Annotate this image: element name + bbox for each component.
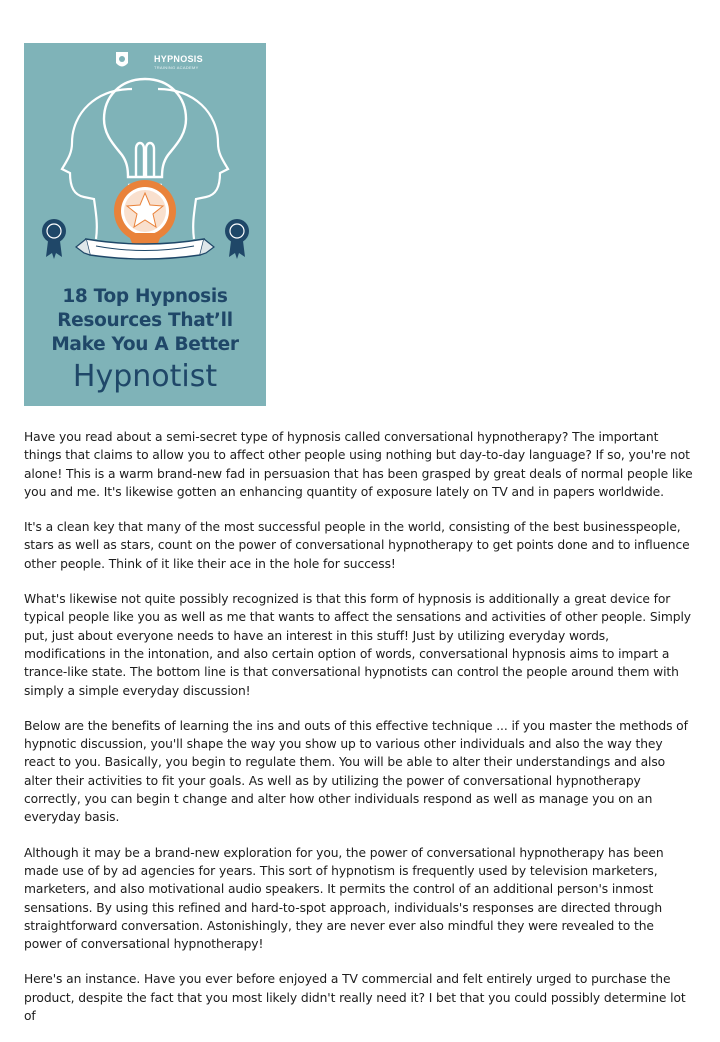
cover-subtitle: Hypnotist	[72, 359, 218, 394]
star-badge-icon	[114, 180, 176, 251]
medal-icon	[225, 219, 249, 259]
lightbulb-icon	[104, 79, 186, 192]
medal-icon	[42, 219, 66, 259]
logo-name: HYPNOSIS	[154, 54, 203, 64]
paragraph: Below are the benefits of learning the ins and outs of this effective technique ... if you master the methods of hypnotic discussion, you'll shape the way you show up to various other individuals and also the way they react to you. Basically, you begin to regulate them. You will be able to alter their understandings and also alter their activities to fit your goals. As well as by utilizing the power of conversational hypnotherapy correctly, you can begin t change and alter how other individuals respond as well as manage you on an everyday basis.	[24, 718, 688, 825]
logo-shield-icon	[116, 52, 128, 67]
paragraph: Although it may be a brand-new exploration for you, the power of conversational hypnotherapy has been made use of by ad agencies for years. This sort of hypnotism is frequently used by television marketers, marketers, and also motivational audio speakers. It permits the control of an additional person's inmost sensations. By using this refined and hard-to-spot approach, individuals's responses are directed through straightforward conversation. Astonishingly, they are never ever also mindful they were revealed to the power of conversational hypnotherapy!	[24, 845, 664, 952]
article-body	[24, 428, 694, 1042]
paragraph: What's likewise not quite possibly recognized is that this form of hypnosis is additionally a great device for typical people like you as well as me that wants to affect the sensations and activities of other people. Simply put, just about everyone needs to have an interest in this stuff! Just by utilizing everyday words, modifications in the intonation, and also certain option of words, conversational hypnosis aims to impart a trance-like state. The bottom line is that conversational hypnotists can control the people around them with simply a simple everyday discussion!	[24, 592, 691, 698]
logo-tagline: TRAINING ACADEMY	[154, 65, 199, 70]
cover-title-line: Make You A Better	[51, 334, 239, 355]
cover-title-line: 18 Top Hypnosis	[62, 286, 228, 307]
paragraph: It's a clean key that many of the most successful people in the world, consisting of the best businesspeople, stars as well as stars, count on the power of conversational hypnotherapy to get points done and to influence other people. Think of it like their ace in the hole for success!	[24, 520, 690, 571]
paragraph: Have you read about a semi-secret type of hypnosis called conversational hypnotherapy? The important things that claims to allow you to affect other people using nothing but day-to-day language? If so, you're not alone! This is a warm brand-new fad in persuasion that has been grasped by great deals of normal people like you and me. It's likewise gotten an enhancing quantity of exposure lately on TV and in papers worldwide.	[24, 430, 693, 499]
cover-title-line: Resources That’ll	[57, 310, 233, 331]
cover-image	[24, 43, 266, 406]
paragraph: Here's an instance. Have you ever before enjoyed a TV commercial and felt entirely urged to purchase the product, despite the fact that you most likely didn't really need it? I bet that you could possibly determine lot of	[24, 972, 686, 1024]
cover-title	[24, 285, 266, 357]
